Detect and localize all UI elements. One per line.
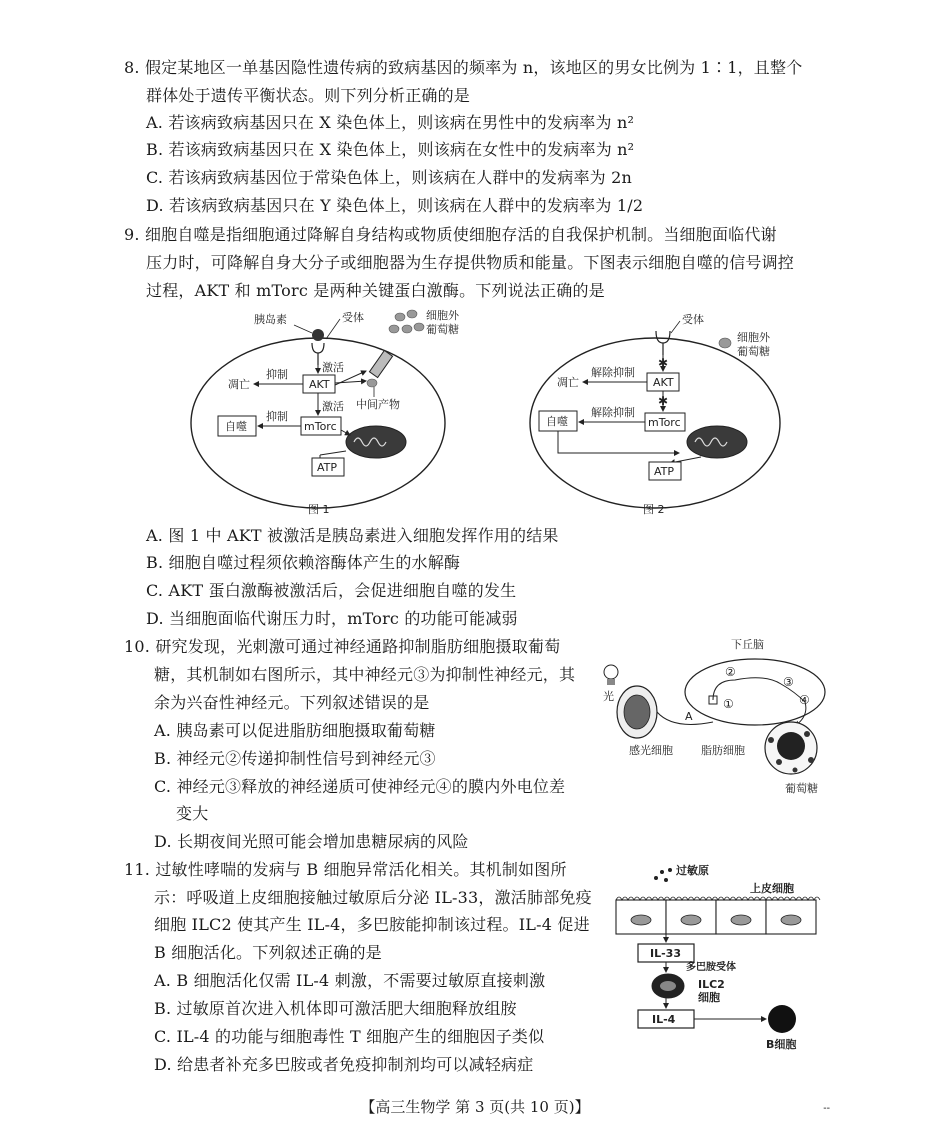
glucose-label-1: 细胞外	[426, 309, 459, 322]
glucose-label-2: 葡萄糖	[426, 323, 459, 336]
bcell-label: B细胞	[766, 1038, 797, 1051]
mtorc-label: mTorc	[304, 420, 337, 433]
activate-label-2: 激活	[322, 400, 344, 413]
il4-label: IL-4	[652, 1013, 676, 1026]
q11-option-c: C. IL-4 的功能与细胞毒性 T 细胞产生的细胞因子类似	[154, 1027, 545, 1046]
receptor-label-2: 受体	[682, 313, 704, 326]
glucose-dot-2	[719, 338, 731, 348]
corner-mark: --	[823, 1103, 830, 1114]
q8-option-b: B. 若该病致病基因只在 X 染色体上，则该病在女性中的发病率为 n²	[146, 140, 635, 159]
glucose-transporter	[369, 350, 392, 377]
q11-stem-line-2: 示：呼吸道上皮细胞接触过敏原后分泌 IL-33，激活肺部免疫	[154, 888, 592, 907]
insulin-molecule	[312, 329, 324, 341]
q9-stem-line-2: 压力时，可降解自身大分子或细胞器为生存提供物质和能量。下图表示细胞自噬的信号调控	[146, 253, 795, 272]
q10-option-b: B. 神经元②传递抑制性信号到神经元③	[154, 749, 436, 768]
apoptosis-label-2: 凋亡	[557, 376, 579, 389]
q11-option-a: A. B 细胞活化仅需 IL-4 刺激，不需要过敏原直接刺激	[154, 971, 546, 990]
akt-label: AKT	[309, 378, 330, 391]
q9-option-b: B. 细胞自噬过程须依赖溶酶体产生的水解酶	[146, 553, 461, 572]
neuron-2-label: ②	[725, 665, 736, 679]
q10-stem-line-1: 10. 研究发现，光刺激可通过神经通路抑制脂肪细胞摄取葡萄	[124, 637, 561, 656]
figure-1-caption: 图 1	[308, 503, 330, 516]
release-label-1: 解除抑制	[591, 366, 635, 379]
mitochondrion-2	[687, 426, 747, 458]
q9-option-d: D. 当细胞面临代谢压力时，mTorc 的功能可能减弱	[146, 609, 518, 628]
autophagy-label: 自噬	[225, 420, 247, 433]
lightbulb-icon	[604, 665, 618, 679]
apoptosis-label: 凋亡	[228, 378, 250, 391]
q9-option-c: C. AKT 蛋白激酶被激活后，会促进细胞自噬的发生	[146, 581, 517, 600]
insulin-label: 胰岛素	[254, 313, 287, 326]
point-a-label: A	[685, 710, 693, 723]
adipocyte-label: 脂肪细胞	[701, 744, 745, 757]
activate-label-1: 激活	[322, 361, 344, 374]
q10-stem-line-3: 余为兴奋性神经元。下列叙述错误的是	[154, 693, 430, 712]
photoreceptor-label: 感光细胞	[629, 744, 673, 757]
ilc2-label-1: ILC2	[698, 978, 725, 991]
hypothalamus-label: 下丘脑	[731, 638, 764, 651]
q10-option-d: D. 长期夜间光照可能会增加患糖尿病的风险	[154, 832, 469, 851]
q10-option-c: C. 神经元③释放的神经递质可使神经元④的膜内外电位差	[154, 777, 566, 796]
glucose-label-2b: 葡萄糖	[737, 345, 770, 358]
block-mark-2: ✱	[658, 394, 669, 408]
ilc2-label-2: 细胞	[698, 991, 720, 1004]
glucose-label-2a: 细胞外	[737, 331, 770, 344]
q9-figure-2	[525, 305, 795, 520]
b-cell	[768, 1005, 796, 1033]
inhibit-label-1: 抑制	[266, 368, 288, 381]
q10-figure	[595, 630, 835, 800]
page-footer: 【高三生物学 第 3 页(共 10 页)】	[360, 1098, 590, 1116]
mtorc-label-2: mTorc	[648, 416, 681, 429]
q11-option-b: B. 过敏原首次进入机体即可激活肥大细胞释放组胺	[154, 999, 517, 1018]
q8-option-c: C. 若该病致病基因位于常染色体上，则该病在人群中的发病率为 2n	[146, 168, 633, 187]
q8-option-d: D. 若该病致病基因只在 Y 染色体上，则该病在人群中的发病率为 1/2	[146, 196, 644, 215]
receptor-shape-2	[656, 331, 670, 343]
autophagy-label-2: 自噬	[546, 415, 568, 428]
q8-stem-line-1: 8. 假定某地区一单基因隐性遗传病的致病基因的频率为 n，该地区的男女比例为 1∶1，且整个	[124, 58, 803, 77]
q10-option-c-cont: 变大	[176, 804, 209, 823]
dopamine-receptor-label: 多巴胺受体	[686, 962, 736, 973]
akt-label-2: AKT	[653, 376, 674, 389]
atp-label-2: ATP	[654, 465, 675, 478]
inhibit-label-2: 抑制	[266, 410, 288, 423]
receptor-shape	[312, 343, 324, 353]
mitochondrion	[346, 426, 406, 458]
q8-option-a: A. 若该病致病基因只在 X 染色体上，则该病在男性中的发病率为 n²	[146, 113, 635, 132]
q10-stem-line-2: 糖，其机制如右图所示，其中神经元③为抑制性神经元，其	[154, 665, 576, 684]
glucose-dots	[389, 310, 424, 333]
light-label: 光	[603, 690, 614, 703]
il33-label: IL-33	[650, 947, 681, 960]
neuron-3-label: ③	[783, 675, 794, 689]
q11-figure	[610, 858, 830, 1053]
q10-option-a: A. 胰岛素可以促进脂肪细胞摄取葡萄糖	[154, 721, 436, 740]
atp-label: ATP	[317, 461, 338, 474]
q8-stem-line-2: 群体处于遗传平衡状态。则下列分析正确的是	[146, 86, 471, 105]
epithelial-label: 上皮细胞	[750, 882, 794, 895]
release-label-2: 解除抑制	[591, 406, 635, 419]
neuron-4-label: ④	[799, 693, 810, 707]
q9-stem-line-3: 过程，AKT 和 mTorc 是两种关键蛋白激酶。下列说法正确的是	[146, 281, 605, 300]
block-mark-1: ✱	[658, 356, 669, 370]
allergen-label: 过敏原	[676, 864, 709, 877]
intermediate-label: 中间产物	[356, 398, 400, 411]
q11-stem-line-3: 细胞 ILC2 使其产生 IL-4，多巴胺能抑制该过程。IL-4 促进	[154, 915, 590, 934]
q9-stem-line-1: 9. 细胞自噬是指细胞通过降解自身结构或物质使细胞存活的自我保护机制。当细胞面临代谢	[124, 225, 777, 244]
figure-2-caption: 图 2	[643, 503, 665, 516]
q9-figure-1	[190, 305, 470, 520]
receptor-label: 受体	[342, 311, 364, 324]
q9-option-a: A. 图 1 中 AKT 被激活是胰岛素进入细胞发挥作用的结果	[146, 526, 559, 545]
q11-option-d: D. 给患者补充多巴胺或者免疫抑制剂均可以减轻病症	[154, 1055, 534, 1074]
q11-stem-line-1: 11. 过敏性哮喘的发病与 B 细胞异常活化相关。其机制如图所	[124, 860, 567, 879]
glucose-label-q10: 葡萄糖	[785, 782, 818, 795]
neuron-1-label: ①	[723, 697, 734, 711]
q11-stem-line-4: B 细胞活化。下列叙述正确的是	[154, 943, 382, 962]
